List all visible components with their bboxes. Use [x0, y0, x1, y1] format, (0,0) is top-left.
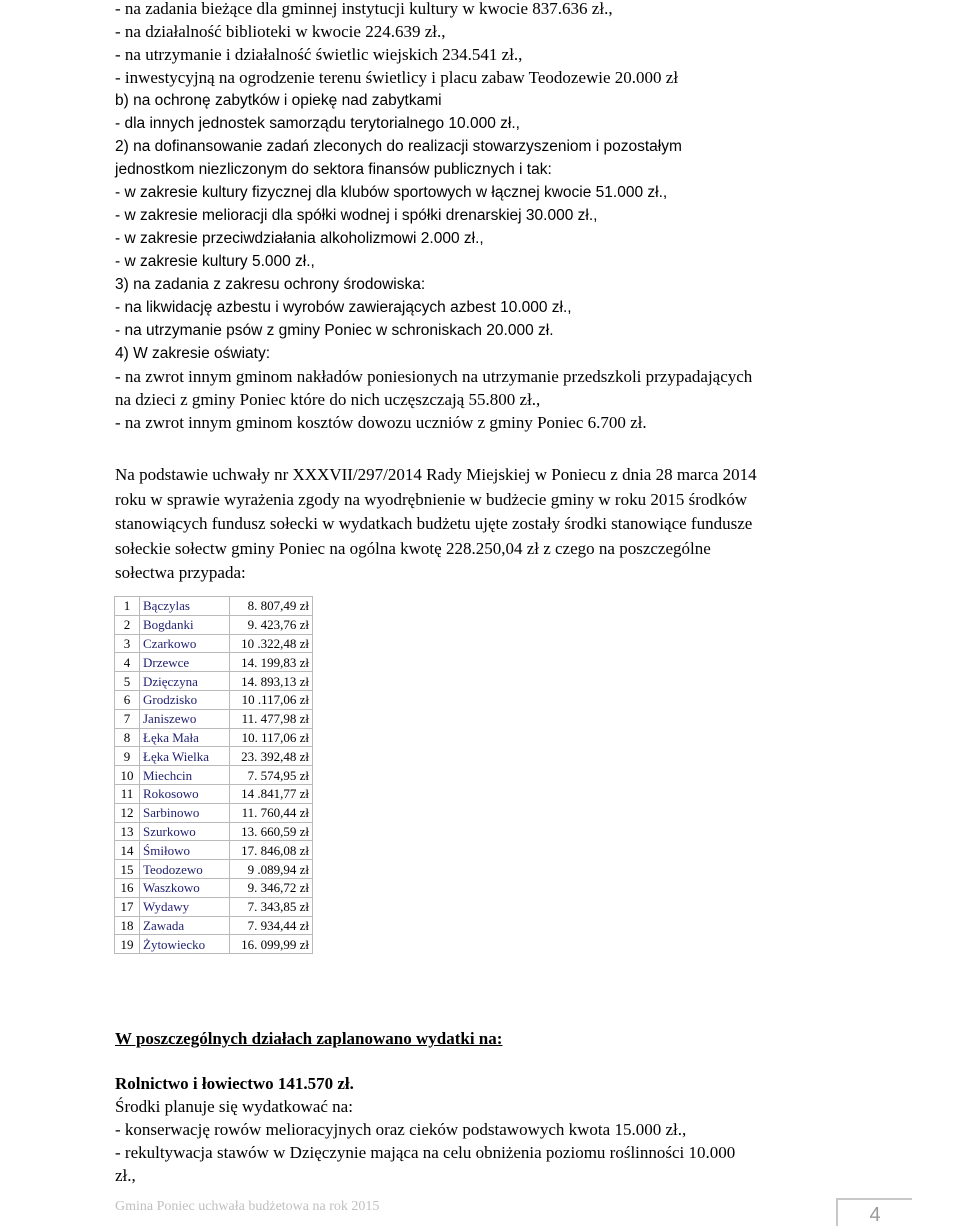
- text-line: 3) na zadania z zakresu ochrony środowiska:: [115, 276, 426, 293]
- text-line: - na utrzymanie psów z gminy Poniec w schroniskach 20.000 zł.: [115, 322, 554, 339]
- paragraph-line: sołectwa przypada:: [115, 563, 246, 582]
- solectwo-name: Żytowiecko: [140, 935, 230, 954]
- row-number: 17: [115, 897, 140, 916]
- row-number: 18: [115, 916, 140, 935]
- row-number: 19: [115, 935, 140, 954]
- table-row: [115, 709, 313, 728]
- solectwo-name: Czarkowo: [140, 634, 230, 653]
- row-number: 2: [115, 615, 140, 634]
- table-row: [115, 634, 313, 653]
- section-title: Rolnictwo i łowiectwo 141.570 zł.: [115, 1074, 354, 1093]
- solectwo-amount: 14. 199,83 zł: [230, 653, 313, 672]
- text-line: - rekultywacja stawów w Dzięczynie mająca na celu obniżenia poziomu roślinności 10.000: [115, 1143, 736, 1162]
- row-number: 3: [115, 634, 140, 653]
- text-line: - na zadania bieżące dla gminnej instytucji kultury w kwocie 837.636 zł.,: [115, 0, 613, 18]
- text-line: - w zakresie kultury fizycznej dla klubów sportowych w łącznej kwocie 51.000 zł.,: [115, 184, 668, 201]
- row-number: 8: [115, 728, 140, 747]
- table-row: [115, 803, 313, 822]
- solectwo-amount: 9. 346,72 zł: [230, 878, 313, 897]
- text-line: - konserwację rowów melioracyjnych oraz cieków podstawowych kwota 15.000 zł.,: [115, 1120, 687, 1139]
- text-line: - na utrzymanie i działalność świetlic wiejskich 234.541 zł.,: [115, 45, 523, 64]
- solectwo-amount: 11. 760,44 zł: [230, 803, 313, 822]
- solectwo-amount: 7. 934,44 zł: [230, 916, 313, 935]
- page-number: 4: [836, 1198, 912, 1226]
- solectwo-name: Bączylas: [140, 597, 230, 616]
- text-line: Środki planuje się wydatkować na:: [115, 1097, 353, 1116]
- solectwo-amount: 8. 807,49 zł: [230, 597, 313, 616]
- text-line: - na zwrot innym gminom kosztów dowozu uczniów z gminy Poniec 6.700 zł.: [115, 413, 647, 432]
- table-row: [115, 860, 313, 879]
- row-number: 10: [115, 766, 140, 785]
- section-heading: W poszczególnych działach zaplanowano wydatki na:: [115, 1029, 503, 1048]
- table-row: [115, 766, 313, 785]
- table-row: [115, 615, 313, 634]
- text-line: - w zakresie kultury 5.000 zł.,: [115, 253, 315, 270]
- table-row: [115, 897, 313, 916]
- row-number: 7: [115, 709, 140, 728]
- solectwo-amount: 10 .117,06 zł: [230, 690, 313, 709]
- solectwo-name: Łęka Wielka: [140, 747, 230, 766]
- text-line: jednostkom niezliczonym do sektora finansów publicznych i tak:: [115, 161, 552, 178]
- row-number: 9: [115, 747, 140, 766]
- row-number: 13: [115, 822, 140, 841]
- solectwo-name: Miechcin: [140, 766, 230, 785]
- text-line: - na działalność biblioteki w kwocie 224.639 zł.,: [115, 22, 446, 41]
- paragraph-line: sołeckie sołectw gminy Poniec na ogólna kwotę 228.250,04 zł z czego na poszczególne: [115, 538, 711, 558]
- table-row: [115, 935, 313, 954]
- solectwo-amount: 11. 477,98 zł: [230, 709, 313, 728]
- row-number: 12: [115, 803, 140, 822]
- solectwo-name: Waszkowo: [140, 878, 230, 897]
- solectwo-name: Bogdanki: [140, 615, 230, 634]
- row-number: 4: [115, 653, 140, 672]
- paragraph-line: Na podstawie uchwały nr XXXVII/297/2014 Rady Miejskiej w Poniecu z dnia 28 marca 2014: [115, 465, 757, 484]
- row-number: 1: [115, 597, 140, 616]
- paragraph-line: roku w sprawie wyrażenia zgody na wyodrębnienie w budżecie gminy w roku 2015 środków: [115, 489, 748, 509]
- text-line: - w zakresie przeciwdziałania alkoholizmowi 2.000 zł.,: [115, 230, 484, 247]
- solectwo-amount: 13. 660,59 zł: [230, 822, 313, 841]
- paragraph-line: stanowiących fundusz sołecki w wydatkach budżetu ujęte zostały środki stanowiące fundusze: [115, 514, 753, 533]
- table-row: [115, 916, 313, 935]
- row-number: 5: [115, 672, 140, 691]
- solectwo-name: Szurkowo: [140, 822, 230, 841]
- solectwo-amount: 7. 343,85 zł: [230, 897, 313, 916]
- solectwo-amount: 23. 392,48 zł: [230, 747, 313, 766]
- solectwo-amount: 17. 846,08 zł: [230, 841, 313, 860]
- solectwo-name: Drzewce: [140, 653, 230, 672]
- solectwo-name: Rokosowo: [140, 784, 230, 803]
- solectwo-name: Grodzisko: [140, 690, 230, 709]
- solectwo-amount: 10. 117,06 zł: [230, 728, 313, 747]
- solectwo-amount: 14. 893,13 zł: [230, 672, 313, 691]
- text-line: - na zwrot innym gminom nakładów poniesionych na utrzymanie przedszkoli przypadających: [115, 367, 753, 386]
- table-row: [115, 597, 313, 616]
- table-row: [115, 841, 313, 860]
- row-number: 14: [115, 841, 140, 860]
- solectwo-name: Łęka Mała: [140, 728, 230, 747]
- text-line: - inwestycyjną na ogrodzenie terenu świetlicy i placu zabaw Teodozewie 20.000 zł: [115, 68, 679, 87]
- table-row: [115, 653, 313, 672]
- solectwo-amount: 9. 423,76 zł: [230, 615, 313, 634]
- fund-paragraph: [115, 463, 835, 586]
- solectwo-name: Teodozewo: [140, 860, 230, 879]
- text-line: - dla innych jednostek samorządu terytorialnego 10.000 zł.,: [115, 115, 520, 132]
- row-number: 11: [115, 784, 140, 803]
- solectwo-name: Wydawy: [140, 897, 230, 916]
- footer-text: Gmina Poniec uchwała budżetowa na rok 2015: [115, 1199, 380, 1214]
- solectwa-table: [114, 596, 313, 954]
- text-line: zł.,: [115, 1166, 136, 1185]
- table-row: [115, 822, 313, 841]
- row-number: 6: [115, 690, 140, 709]
- solectwo-name: Dzięczyna: [140, 672, 230, 691]
- solectwo-amount: 14 .841,77 zł: [230, 784, 313, 803]
- solectwo-amount: 16. 099,99 zł: [230, 935, 313, 954]
- table-row: [115, 878, 313, 897]
- table-row: [115, 728, 313, 747]
- table-row: [115, 690, 313, 709]
- solectwo-name: Sarbinowo: [140, 803, 230, 822]
- solectwo-amount: 7. 574,95 zł: [230, 766, 313, 785]
- solectwo-amount: 10 .322,48 zł: [230, 634, 313, 653]
- solectwo-name: Zawada: [140, 916, 230, 935]
- row-number: 16: [115, 878, 140, 897]
- solectwo-name: Śmiłowo: [140, 841, 230, 860]
- solectwo-name: Janiszewo: [140, 709, 230, 728]
- table-row: [115, 784, 313, 803]
- row-number: 15: [115, 860, 140, 879]
- text-line: - na likwidację azbestu i wyrobów zawierających azbest 10.000 zł.,: [115, 299, 572, 316]
- table-row: [115, 672, 313, 691]
- text-line: 4) W zakresie oświaty:: [115, 345, 271, 362]
- text-line: 2) na dofinansowanie zadań zleconych do realizacji stowarzyszeniom i pozostałym: [115, 138, 682, 155]
- text-line: na dzieci z gminy Poniec które do nich uczęszczają 55.800 zł.,: [115, 390, 541, 409]
- text-line: - w zakresie melioracji dla spółki wodnej i spółki drenarskiej 30.000 zł.,: [115, 207, 598, 224]
- text-line: b) na ochronę zabytków i opiekę nad zabytkami: [115, 92, 442, 109]
- table-row: [115, 747, 313, 766]
- solectwo-amount: 9 .089,94 zł: [230, 860, 313, 879]
